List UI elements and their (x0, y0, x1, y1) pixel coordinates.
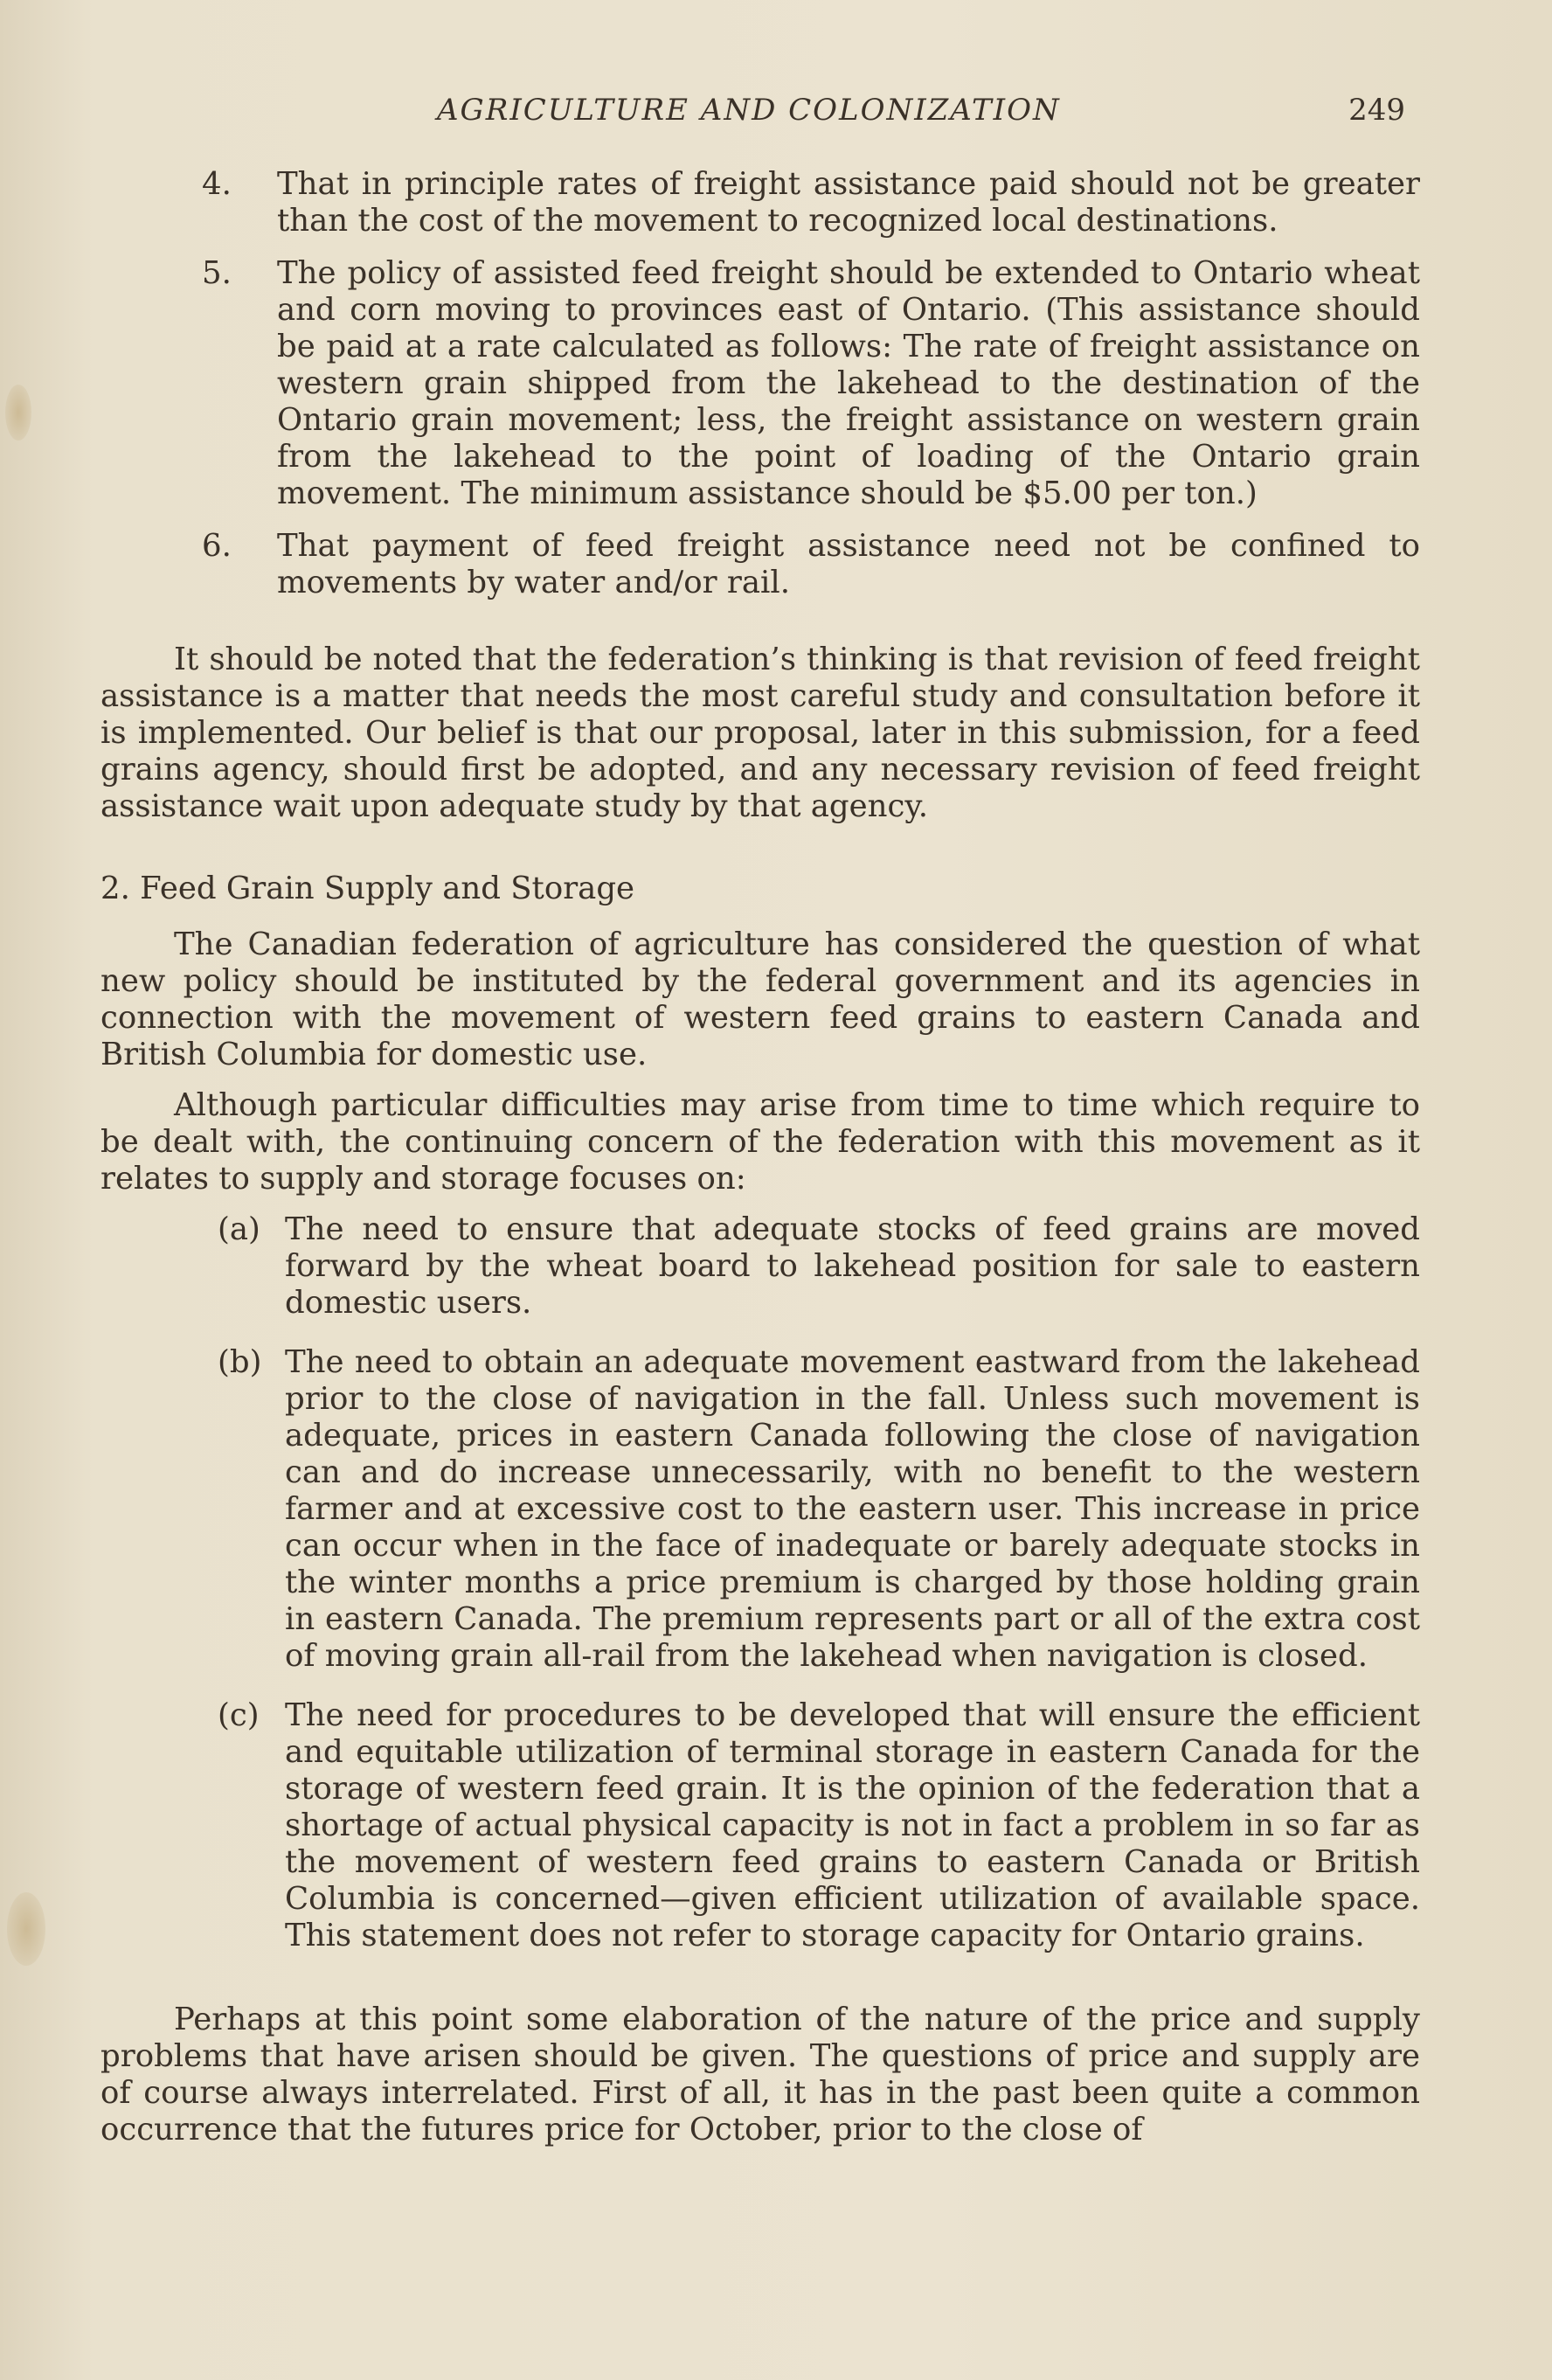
note-paragraph: It should be noted that the federation’s thinking is that revision of feed freight assistance is a matter that needs the most careful study and consultation before it is implemented. Our belief is that our proposal, later in this submission, for a feed grains agency, should first be adopted, and any necessary revision of feed freight assistance wait upon adequate study by that agency. (100, 642, 1420, 824)
page-stain (7, 1892, 45, 1966)
sub-item (100, 1697, 1420, 1954)
section-heading: 2. Feed Grain Supply and Storage (100, 871, 635, 906)
list-item (100, 255, 1420, 512)
sub-item-text: The need to ensure that adequate stocks of feed grains are moved forward by the wheat board to lakehead position for sale to eastern domestic users. (285, 1211, 1420, 1321)
sub-item-label: (b) (218, 1344, 262, 1380)
page-header (437, 93, 1405, 135)
list-item (100, 166, 1420, 239)
page-number: 249 (1348, 93, 1405, 128)
item-text: That payment of feed freight assistance need not be confined to movements by water and/or rail. (277, 528, 1420, 600)
sub-item-label: (c) (218, 1697, 260, 1733)
sub-item-label: (a) (218, 1211, 260, 1247)
body-paragraph: Although particular difficulties may arise from time to time which require to be dealt with, the continuing concern of the federation with this movement as it relates to supply and storage focuses on: (100, 1087, 1420, 1197)
sub-item-text: The need to obtain an adequate movement eastward from the lakehead prior to the close of navigation in the fall. Unless such movement is adequate, prices in eastern Canada following the close of navigation can and do increase unnecessarily, with no benefit to the western farmer and at excessive cost to the eastern user. This increase in price can occur when in the face of inadequate or barely adequate stocks in the winter months a price premium is charged by those holding grain in eastern Canada. The premium represents part or all of the extra cost of moving grain all-rail from the lakehead when navigation is closed. (285, 1344, 1420, 1674)
page-stain (5, 385, 31, 441)
sub-item (100, 1211, 1420, 1322)
final-paragraph: Perhaps at this point some elaboration of the nature of the price and supply problems that have arisen should be given. The questions of price and supply are of course always interrelated. First of all, it has in the past been quite a common occurrence that the futures price for October, prior to the close of (100, 2002, 1420, 2148)
body-paragraph: The Canadian federation of agriculture has considered the question of what new policy should be instituted by the federal government and its agencies in connection with the movement of western feed grains to eastern Canada and British Columbia for domestic use. (100, 926, 1420, 1072)
sub-item (100, 1344, 1420, 1675)
list-item (100, 528, 1420, 601)
running-head: AGRICULTURE AND COLONIZATION (437, 93, 1061, 128)
item-text: That in principle rates of freight assistance paid should not be greater than the cost of the movement to recognized local destinations. (277, 166, 1420, 239)
sub-item-text: The need for procedures to be developed that will ensure the efficient and equitable utilization of terminal storage in eastern Canada for the storage of western feed grain. It is the opinion of the federation that a shortage of actual physical capacity is not in fact a problem in so far as the movement of western feed grains to eastern Canada or British Columbia is concerned—given efficient utilization of available space. This statement does not refer to storage capacity for Ontario grains. (285, 1697, 1420, 1953)
item-number: 4. (202, 166, 232, 202)
item-number: 6. (202, 528, 232, 564)
page-body (100, 166, 1420, 2162)
item-text: The policy of assisted feed freight should be extended to Ontario wheat and corn moving to provinces east of Ontario. (This assistance should be paid at a rate calculated as follows: The rate of freight assistance on western grain shipped from the lakehead to the destination of the Ontario grain movement; less, the freight assistance on western grain from the lakehead to the point of loading of the Ontario grain movement. The minimum assistance should be $5.00 per ton.) (277, 255, 1420, 511)
item-number: 5. (202, 255, 232, 291)
